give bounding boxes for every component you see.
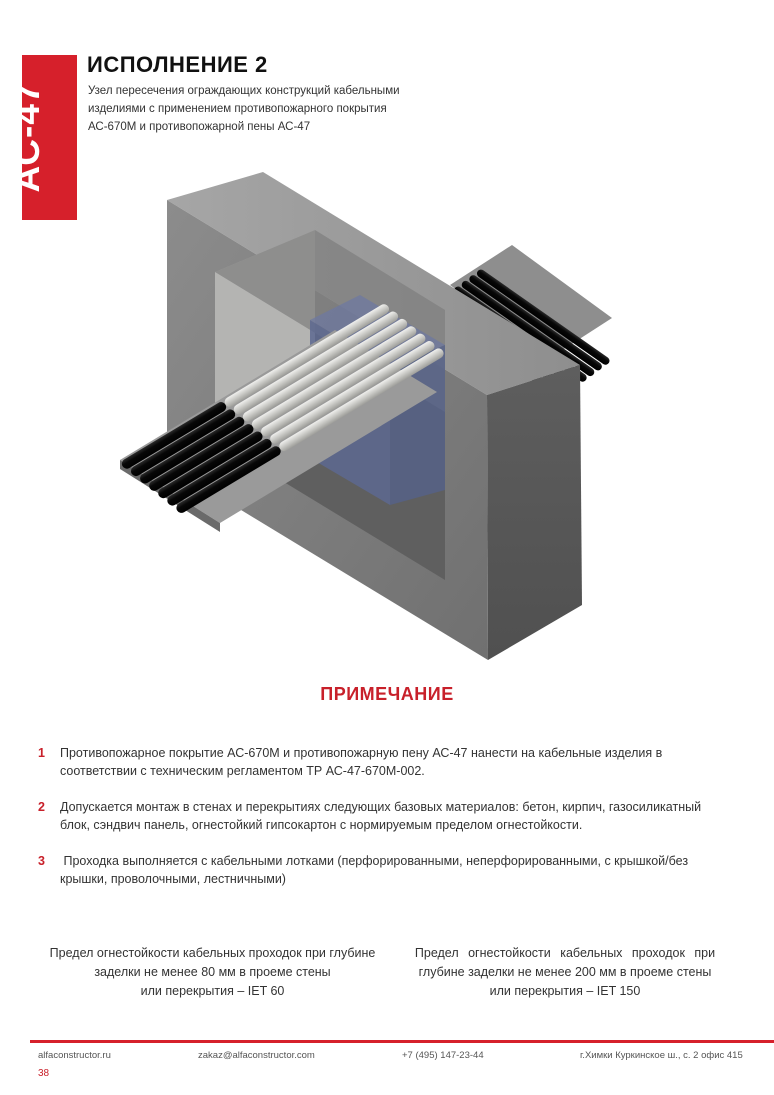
footer-phone[interactable]: +7 (495) 147-23-44 [402, 1050, 484, 1061]
note-item [38, 852, 728, 888]
limit-line: или перекрытия – IET 150 [489, 984, 641, 998]
note-item [38, 798, 728, 834]
note-number: 3 [38, 854, 45, 868]
cable-penetration-illustration [115, 160, 675, 670]
page-number: 38 [38, 1068, 50, 1079]
note-line: Проходка выполняется с кабельными лотками (перфорированными, неперфорированными, с крышкой/без [60, 854, 689, 868]
footer-divider [30, 1040, 774, 1043]
note-line: Противопожарное покрытие АС-670М и противопожарную пену АС-47 нанести на кабельные изделия в [60, 746, 663, 760]
footer-email[interactable]: zakaz@alfaconstructor.com [198, 1050, 315, 1061]
note-item [38, 744, 728, 780]
limit-line: Предел огнестойкости кабельных проходок при глубине [49, 946, 376, 960]
wall-side-face [487, 365, 582, 660]
limit-line: или перекрытия – IET 60 [140, 984, 285, 998]
note-number: 1 [38, 746, 45, 760]
note-number: 2 [38, 800, 45, 814]
fire-limit-200mm [400, 944, 730, 1001]
note-line: Допускается монтаж в стенах и перекрытиях следующих базовых материалов: бетон, кирпич, газосиликатный [60, 800, 702, 814]
page-title: ИСПОЛНЕНИЕ 2 [87, 52, 268, 77]
notes-heading: ПРИМЕЧАНИЕ [320, 684, 454, 704]
notes-list [38, 744, 728, 906]
limit-line: Предел огнестойкости кабельных проходок при [414, 946, 716, 960]
note-line: соответствии с техническим регламентом ТР АС-47-670М-002. [60, 764, 425, 778]
footer-website[interactable]: alfaconstructor.ru [38, 1050, 111, 1061]
footer-address: г.Химки Куркинское ш., с. 2 офис 415 [580, 1050, 743, 1061]
fire-limit-80mm [40, 944, 385, 1001]
note-line: блок, сэндвич панель, огнестойкий гипсокартон с нормируемым пределом огнестойкости. [60, 818, 583, 832]
subtitle-line: АС-670М и противопожарной пены АС-47 [88, 121, 311, 133]
side-tab-label: АС-47 [6, 81, 47, 193]
subtitle-line: Узел пересечения ограждающих конструкций кабельными [88, 85, 400, 97]
subtitle-line: изделиями с применением противопожарного покрытия [88, 103, 387, 115]
page-subtitle [88, 82, 528, 136]
limit-line: заделки не менее 80 мм в проеме стены [94, 965, 331, 979]
note-line: крышки, проволочными, лестничными) [60, 872, 286, 886]
limit-line: глубине заделки не менее 200 мм в проеме стены [418, 965, 712, 979]
